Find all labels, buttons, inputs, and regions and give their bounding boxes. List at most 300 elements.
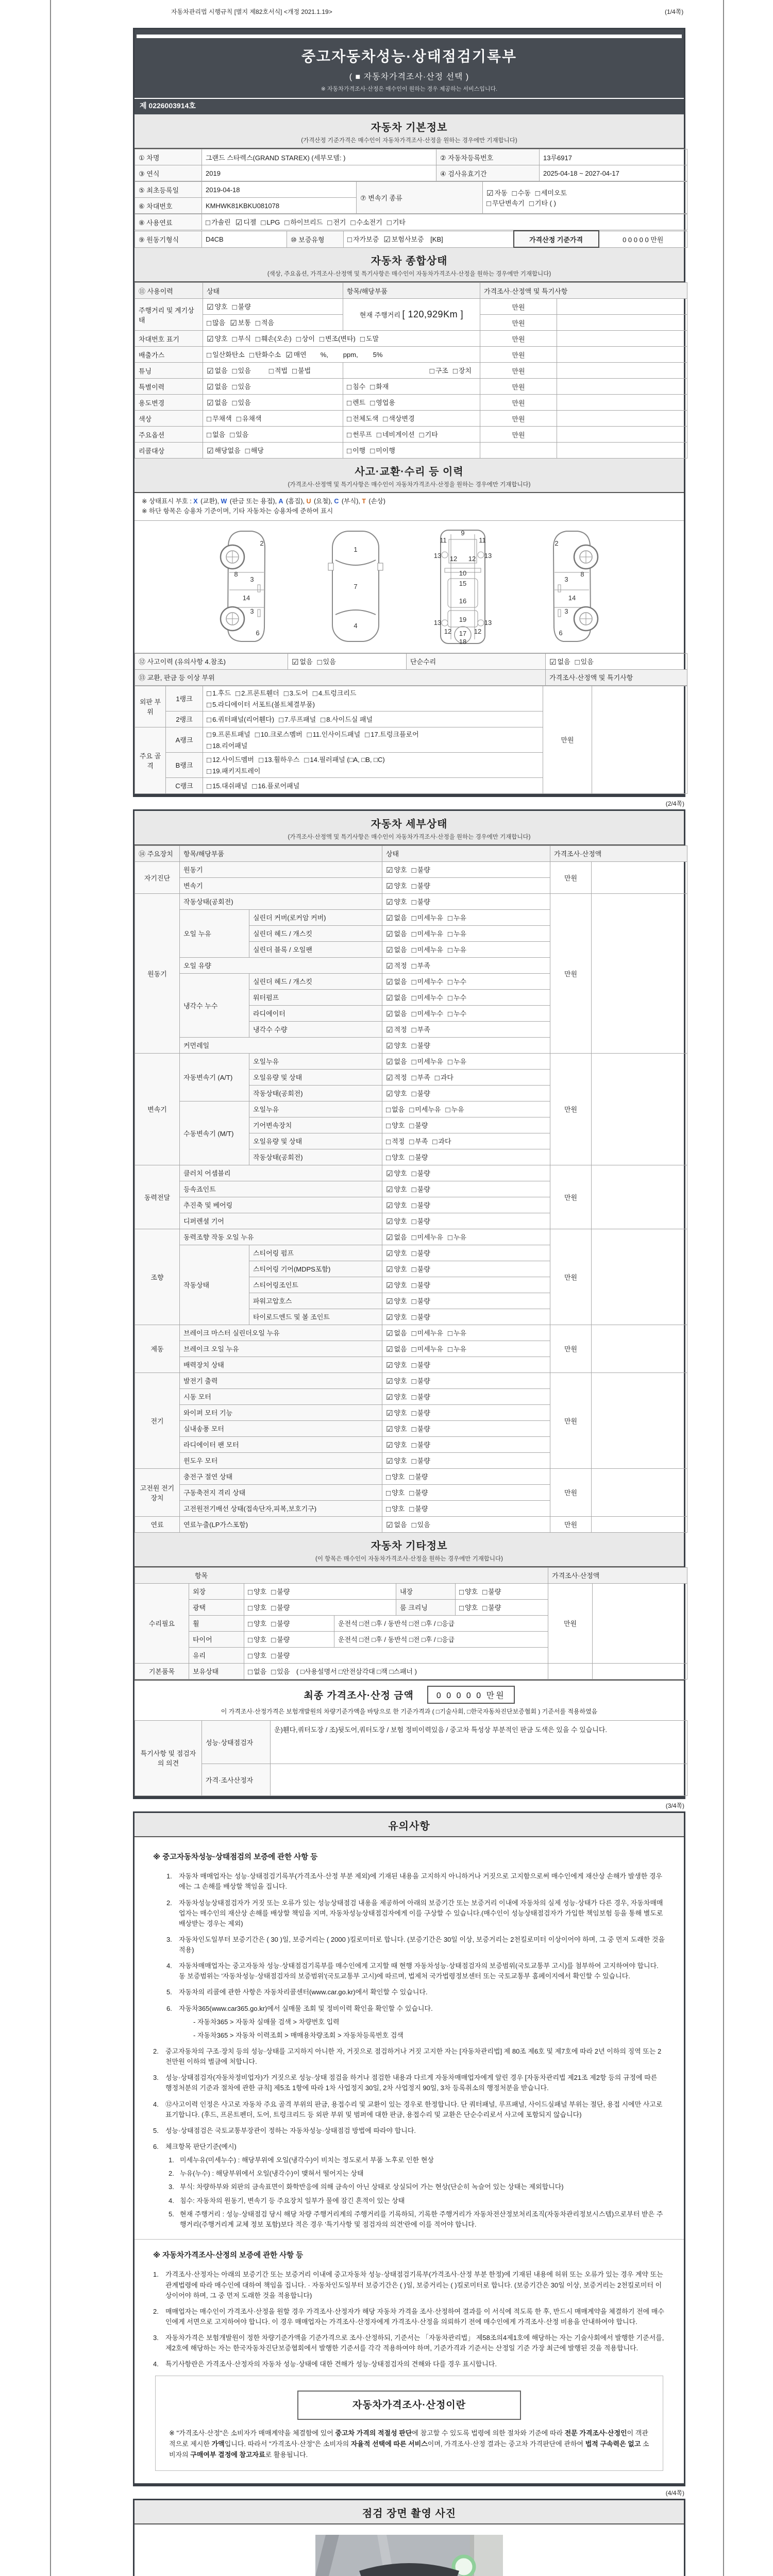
checkbox-option[interactable]: □ 침수 [347, 383, 366, 392]
unchecked-box-icon[interactable]: □ [347, 447, 352, 455]
checkbox-option[interactable]: ☑ 없음 [292, 657, 313, 667]
unchecked-box-icon[interactable]: □ [207, 351, 212, 360]
checked-box-icon[interactable]: ☑ [386, 1217, 393, 1226]
checkbox-option[interactable]: ☑ 없음 [386, 1329, 407, 1338]
checked-box-icon[interactable]: ☑ [386, 1393, 393, 1402]
unchecked-box-icon[interactable]: □ [350, 218, 356, 227]
checked-box-icon[interactable]: ☑ [207, 447, 214, 455]
checkbox-option[interactable]: □ 구조 [429, 367, 448, 376]
unchecked-box-icon[interactable]: □ [321, 715, 326, 724]
unchecked-box-icon[interactable]: □ [232, 303, 237, 312]
checkbox-option[interactable]: □ 탄화수소 [249, 351, 281, 360]
unchecked-box-icon[interactable]: □ [411, 1009, 416, 1019]
unchecked-box-icon[interactable]: □ [370, 447, 375, 455]
checkbox-option[interactable]: □ 이행 [347, 447, 366, 455]
unchecked-box-icon[interactable]: □ [411, 1377, 416, 1386]
checkbox-option[interactable]: □ 미세누수 [411, 1009, 443, 1019]
unchecked-box-icon[interactable]: □ [482, 1603, 488, 1613]
checkbox-option[interactable]: □ 누유 [447, 929, 467, 939]
checkbox-option[interactable]: □ 불량 [411, 1217, 430, 1226]
checkbox-option[interactable]: □ 불량 [271, 1651, 290, 1660]
unchecked-box-icon[interactable]: □ [232, 383, 237, 392]
unchecked-box-icon[interactable]: □ [248, 1667, 253, 1676]
checkbox-option[interactable]: ☑ 양호 [386, 1361, 407, 1370]
checkbox-option[interactable]: ☑ 해당없음 [207, 447, 241, 455]
checkbox-option[interactable]: ☑ 없음 [386, 1057, 407, 1066]
checkbox-option[interactable]: □ 6.쿼터패널(리어휀다) [207, 715, 275, 724]
checkbox-option[interactable]: ☑ 없음 [386, 1520, 407, 1530]
unchecked-box-icon[interactable]: □ [207, 689, 212, 698]
unchecked-box-icon[interactable]: □ [386, 218, 392, 227]
checkbox-option[interactable]: □ 양호 [459, 1603, 478, 1613]
checkbox-option[interactable]: □ 없음 [386, 1105, 405, 1114]
checkbox-option[interactable]: □ 불량 [411, 1297, 430, 1306]
unchecked-box-icon[interactable]: □ [409, 1105, 414, 1114]
checkbox-option[interactable]: □ 불량 [409, 1504, 428, 1514]
unchecked-box-icon[interactable]: □ [411, 1041, 416, 1050]
checkbox-option[interactable]: □ 있음 [232, 367, 251, 376]
unchecked-box-icon[interactable]: □ [386, 1504, 391, 1514]
checkbox-option[interactable]: □ 부족 [411, 1073, 430, 1082]
unchecked-box-icon[interactable]: □ [347, 415, 352, 423]
checkbox-option[interactable]: ☑ 양호 [386, 1297, 407, 1306]
checked-box-icon[interactable]: ☑ [386, 929, 393, 939]
checkbox-option[interactable]: □ 4.트렁크리드 [312, 689, 357, 698]
checkbox-option[interactable]: □ 썬루프 [347, 431, 372, 439]
checked-box-icon[interactable]: ☑ [230, 319, 237, 328]
checked-box-icon[interactable]: ☑ [207, 383, 214, 392]
checkbox-option[interactable]: □ 변조(변타) [319, 335, 356, 344]
unchecked-box-icon[interactable]: □ [411, 945, 416, 955]
unchecked-box-icon[interactable]: □ [249, 351, 254, 360]
checked-box-icon[interactable]: ☑ [386, 1456, 393, 1466]
checkbox-option[interactable]: □ 누유 [447, 945, 467, 955]
checkbox-option[interactable]: ☑ 없음 [386, 993, 407, 1003]
checkbox-option[interactable]: □ 불량 [411, 1377, 430, 1386]
checked-box-icon[interactable]: ☑ [386, 1249, 393, 1258]
unchecked-box-icon[interactable]: □ [230, 431, 235, 439]
checkbox-option[interactable]: □ 불량 [271, 1619, 290, 1629]
checkbox-option[interactable]: □ 누유 [447, 1233, 467, 1242]
checkbox-option[interactable]: □ 불량 [411, 1041, 430, 1050]
unchecked-box-icon[interactable]: □ [304, 755, 309, 765]
unchecked-box-icon[interactable]: □ [206, 218, 211, 227]
unchecked-box-icon[interactable]: □ [232, 335, 237, 344]
checkbox-option[interactable]: ☑ 없음 [207, 367, 228, 376]
unchecked-box-icon[interactable]: □ [447, 945, 452, 955]
checkbox-option[interactable]: □ 누유 [447, 1057, 467, 1066]
checkbox-option[interactable]: □ 미세누유 [411, 1233, 443, 1242]
checkbox-option[interactable]: □ 양호 [248, 1635, 267, 1645]
unchecked-box-icon[interactable]: □ [411, 1345, 416, 1354]
checkbox-option[interactable]: □ 무단변속기 [486, 199, 525, 208]
checkbox-option[interactable]: □ 있음 [230, 431, 249, 439]
unchecked-box-icon[interactable]: □ [258, 755, 263, 765]
unchecked-box-icon[interactable]: □ [347, 399, 352, 408]
unchecked-box-icon[interactable]: □ [411, 977, 416, 987]
checkbox-option[interactable]: □ 가솔린 [206, 218, 231, 227]
unchecked-box-icon[interactable]: □ [447, 929, 452, 939]
checkbox-option[interactable]: □ 네비게이션 [376, 431, 415, 439]
checkbox-option[interactable]: □ 있음 [232, 383, 251, 392]
unchecked-box-icon[interactable]: □ [370, 383, 375, 392]
checkbox-option[interactable]: ☑ 양호 [386, 882, 407, 891]
checkbox-option[interactable]: □ 1.후드 [207, 689, 231, 698]
unchecked-box-icon[interactable]: □ [535, 189, 540, 198]
checkbox-option[interactable]: □ 자가보증 [347, 235, 379, 244]
checkbox-option[interactable]: □ 기타 ( ) [529, 199, 556, 208]
checkbox-option[interactable]: □ 미세누유 [409, 1105, 441, 1114]
checkbox-option[interactable]: □ 불량 [482, 1587, 501, 1597]
checkbox-option[interactable]: ☑ 양호 [386, 866, 407, 875]
unchecked-box-icon[interactable]: □ [411, 1313, 416, 1322]
unchecked-box-icon[interactable]: □ [411, 1361, 416, 1370]
checked-box-icon[interactable]: ☑ [486, 189, 494, 198]
checkbox-option[interactable]: ☑ 양호 [386, 1409, 407, 1418]
checkbox-option[interactable]: □ 기타 [386, 218, 406, 227]
checked-box-icon[interactable]: ☑ [386, 1025, 393, 1035]
unchecked-box-icon[interactable]: □ [411, 1249, 416, 1258]
unchecked-box-icon[interactable]: □ [327, 218, 332, 227]
checked-box-icon[interactable]: ☑ [386, 993, 393, 1003]
unchecked-box-icon[interactable]: □ [248, 1603, 253, 1613]
checkbox-option[interactable]: ☑ 양호 [386, 897, 407, 907]
checkbox-option[interactable]: □ 미세누유 [411, 913, 443, 923]
unchecked-box-icon[interactable]: □ [452, 367, 458, 376]
unchecked-box-icon[interactable]: □ [411, 1169, 416, 1178]
checkbox-option[interactable]: ☑ 적정 [386, 1073, 407, 1082]
checkbox-option[interactable]: □ 불법 [292, 367, 311, 376]
checkbox-option[interactable]: □ 불량 [271, 1635, 290, 1645]
checkbox-option[interactable]: □ 누유 [447, 1345, 467, 1354]
unchecked-box-icon[interactable]: □ [447, 913, 452, 923]
unchecked-box-icon[interactable]: □ [411, 929, 416, 939]
checked-box-icon[interactable]: ☑ [386, 1073, 393, 1082]
checked-box-icon[interactable]: ☑ [207, 367, 214, 376]
checked-box-icon[interactable]: ☑ [386, 1057, 393, 1066]
checkbox-option[interactable]: ☑ 보험사보증 [383, 235, 424, 244]
unchecked-box-icon[interactable]: □ [386, 1105, 391, 1114]
unchecked-box-icon[interactable]: □ [232, 399, 237, 408]
unchecked-box-icon[interactable]: □ [411, 1073, 416, 1082]
unchecked-box-icon[interactable]: □ [411, 1217, 416, 1226]
unchecked-box-icon[interactable]: □ [411, 913, 416, 923]
checkbox-option[interactable]: □ 양호 [386, 1153, 405, 1162]
checkbox-option[interactable]: □ 부족 [411, 1025, 430, 1035]
checked-box-icon[interactable]: ☑ [235, 218, 243, 227]
unchecked-box-icon[interactable]: □ [236, 689, 241, 698]
unchecked-box-icon[interactable]: □ [207, 415, 212, 423]
unchecked-box-icon[interactable]: □ [411, 1201, 416, 1210]
unchecked-box-icon[interactable]: □ [419, 431, 424, 439]
unchecked-box-icon[interactable]: □ [248, 1619, 253, 1629]
unchecked-box-icon[interactable]: □ [271, 1619, 276, 1629]
checkbox-option[interactable]: □ 없음 [207, 431, 226, 439]
unchecked-box-icon[interactable]: □ [360, 335, 365, 344]
unchecked-box-icon[interactable]: □ [296, 335, 301, 344]
unchecked-box-icon[interactable]: □ [411, 1520, 416, 1530]
unchecked-box-icon[interactable]: □ [529, 199, 534, 208]
unchecked-box-icon[interactable]: □ [447, 977, 452, 987]
checked-box-icon[interactable]: ☑ [386, 1265, 393, 1274]
checkbox-option[interactable]: □ 불량 [411, 1313, 430, 1322]
checkbox-option[interactable]: ☑ 자동 [486, 189, 508, 198]
checkbox-option[interactable]: □ 적법 [268, 367, 288, 376]
checkbox-option[interactable]: □ 2.프론트휀더 [236, 689, 279, 698]
checkbox-option[interactable]: □ 미세누유 [411, 1329, 443, 1338]
checked-box-icon[interactable]: ☑ [386, 1377, 393, 1386]
checked-box-icon[interactable]: ☑ [386, 1440, 393, 1450]
unchecked-box-icon[interactable]: □ [386, 1488, 391, 1498]
unchecked-box-icon[interactable]: □ [447, 1233, 452, 1242]
checkbox-option[interactable]: □ 전기 [327, 218, 346, 227]
checkbox-option[interactable]: □ 화재 [370, 383, 389, 392]
checkbox-option[interactable]: □ 훼손(오손) [255, 335, 292, 344]
checkbox-option[interactable]: □ 8.사이드실 패널 [321, 715, 373, 724]
unchecked-box-icon[interactable]: □ [207, 319, 212, 328]
checkbox-option[interactable]: □ 14.필러패널 (□A, □B, □C) [304, 755, 385, 765]
checkbox-option[interactable]: ☑ 없음 [386, 913, 407, 923]
unchecked-box-icon[interactable]: □ [411, 1409, 416, 1418]
unchecked-box-icon[interactable]: □ [207, 741, 212, 751]
checkbox-option[interactable]: □ 많음 [207, 319, 226, 328]
unchecked-box-icon[interactable]: □ [411, 961, 416, 971]
unchecked-box-icon[interactable]: □ [411, 1057, 416, 1066]
unchecked-box-icon[interactable]: □ [409, 1153, 414, 1162]
checked-box-icon[interactable]: ☑ [386, 897, 393, 907]
checkbox-option[interactable]: □ 미이행 [370, 447, 395, 455]
checked-box-icon[interactable]: ☑ [292, 657, 299, 667]
unchecked-box-icon[interactable]: □ [411, 1185, 416, 1194]
checkbox-option[interactable]: □ 양호 [248, 1603, 267, 1613]
checkbox-option[interactable]: □ 해당 [245, 447, 264, 455]
unchecked-box-icon[interactable]: □ [271, 1603, 276, 1613]
checked-box-icon[interactable]: ☑ [386, 1409, 393, 1418]
unchecked-box-icon[interactable]: □ [307, 730, 312, 739]
unchecked-box-icon[interactable]: □ [386, 1153, 391, 1162]
unchecked-box-icon[interactable]: □ [283, 689, 289, 698]
checked-box-icon[interactable]: ☑ [386, 1089, 393, 1098]
checked-box-icon[interactable]: ☑ [386, 1329, 393, 1338]
checkbox-option[interactable]: □ 불량 [409, 1121, 428, 1130]
checkbox-option[interactable]: □ 미세누수 [411, 993, 443, 1003]
checkbox-option[interactable]: □ 있음 [271, 1667, 290, 1676]
checkbox-option[interactable]: □ 양호 [386, 1121, 405, 1130]
checked-box-icon[interactable]: ☑ [285, 351, 293, 360]
checkbox-option[interactable]: □ 렌트 [347, 399, 366, 408]
unchecked-box-icon[interactable]: □ [383, 415, 388, 423]
checkbox-option[interactable]: □ 무채색 [207, 415, 232, 423]
checked-box-icon[interactable]: ☑ [386, 1361, 393, 1370]
unchecked-box-icon[interactable]: □ [411, 1329, 416, 1338]
checkbox-option[interactable]: □ 부식 [232, 335, 251, 344]
checkbox-option[interactable]: □ 11.인사이드패널 [307, 730, 361, 739]
unchecked-box-icon[interactable]: □ [207, 767, 212, 776]
unchecked-box-icon[interactable]: □ [411, 866, 416, 875]
unchecked-box-icon[interactable]: □ [512, 189, 517, 198]
unchecked-box-icon[interactable]: □ [411, 1265, 416, 1274]
unchecked-box-icon[interactable]: □ [207, 755, 212, 765]
checked-box-icon[interactable]: ☑ [386, 1169, 393, 1178]
unchecked-box-icon[interactable]: □ [411, 1393, 416, 1402]
checkbox-option[interactable]: □ 있음 [575, 657, 594, 667]
checkbox-option[interactable]: □ 불량 [411, 1265, 430, 1274]
checkbox-option[interactable]: □ 상이 [296, 335, 315, 344]
checkbox-option[interactable]: ☑ 양호 [386, 1169, 407, 1178]
checkbox-option[interactable]: ☑ 양호 [207, 335, 228, 344]
checkbox-option[interactable]: ☑ 양호 [386, 1249, 407, 1258]
checkbox-option[interactable]: □ 13.휠하우스 [258, 755, 300, 765]
checkbox-option[interactable]: □ 불량 [411, 1281, 430, 1290]
checkbox-option[interactable]: ☑ 양호 [386, 1377, 407, 1386]
checkbox-option[interactable]: □ 누유 [445, 1105, 464, 1114]
unchecked-box-icon[interactable]: □ [486, 199, 492, 208]
checkbox-option[interactable]: □ 3.도어 [283, 689, 308, 698]
checked-box-icon[interactable]: ☑ [207, 335, 214, 344]
unchecked-box-icon[interactable]: □ [411, 1297, 416, 1306]
checkbox-option[interactable]: ☑ 없음 [386, 977, 407, 987]
checked-box-icon[interactable]: ☑ [386, 1009, 393, 1019]
checkbox-option[interactable]: □ 부족 [409, 1137, 428, 1146]
checkbox-option[interactable]: ☑ 보통 [230, 319, 251, 328]
checkbox-option[interactable]: □ 불량 [271, 1587, 290, 1597]
checkbox-option[interactable]: □ 누유 [447, 1329, 467, 1338]
checkbox-option[interactable]: □ 불량 [409, 1488, 428, 1498]
checkbox-option[interactable]: □ 미세누유 [411, 945, 443, 955]
checkbox-option[interactable]: □ 불량 [232, 303, 251, 312]
checkbox-option[interactable]: □ 미세누수 [411, 977, 443, 987]
unchecked-box-icon[interactable]: □ [447, 993, 452, 1003]
checkbox-option[interactable]: □ 있음 [232, 399, 251, 408]
checkbox-option[interactable]: ☑ 없음 [386, 1009, 407, 1019]
checked-box-icon[interactable]: ☑ [386, 913, 393, 923]
checkbox-option[interactable]: ☑ 적정 [386, 961, 407, 971]
checkbox-option[interactable]: ☑ 없음 [549, 657, 570, 667]
checkbox-option[interactable]: □ 없음 [248, 1667, 267, 1676]
unchecked-box-icon[interactable]: □ [248, 1587, 253, 1597]
unchecked-box-icon[interactable]: □ [447, 1009, 452, 1019]
unchecked-box-icon[interactable]: □ [411, 1440, 416, 1450]
unchecked-box-icon[interactable]: □ [459, 1587, 464, 1597]
unchecked-box-icon[interactable]: □ [429, 367, 434, 376]
checkbox-option[interactable]: □ 과다 [434, 1073, 453, 1082]
checkbox-option[interactable]: □ 불량 [411, 1169, 430, 1178]
checkbox-option[interactable]: □ 있음 [317, 657, 336, 667]
unchecked-box-icon[interactable]: □ [347, 235, 352, 244]
checkbox-option[interactable]: □ 과다 [432, 1137, 451, 1146]
checked-box-icon[interactable]: ☑ [386, 1425, 393, 1434]
checkbox-option[interactable]: ☑ 없음 [386, 945, 407, 955]
unchecked-box-icon[interactable]: □ [365, 730, 370, 739]
unchecked-box-icon[interactable]: □ [411, 1425, 416, 1434]
checkbox-option[interactable]: □ 적음 [255, 319, 274, 328]
checkbox-option[interactable]: □ 전체도색 [347, 415, 379, 423]
checkbox-option[interactable]: □ 수동 [512, 189, 531, 198]
unchecked-box-icon[interactable]: □ [255, 319, 260, 328]
unchecked-box-icon[interactable]: □ [268, 367, 274, 376]
unchecked-box-icon[interactable]: □ [376, 431, 381, 439]
checkbox-option[interactable]: □ 10.크로스멤버 [255, 730, 303, 739]
unchecked-box-icon[interactable]: □ [447, 1329, 452, 1338]
checkbox-option[interactable]: ☑ 없음 [207, 399, 228, 408]
unchecked-box-icon[interactable]: □ [319, 335, 324, 344]
checkbox-option[interactable]: □ 색상변경 [383, 415, 415, 423]
unchecked-box-icon[interactable]: □ [271, 1587, 276, 1597]
checkbox-option[interactable]: □ 5.라디에이터 서포트(볼트체결부품) [207, 700, 315, 709]
checkbox-option[interactable]: □ 미세누유 [411, 1057, 443, 1066]
checkbox-option[interactable]: □ 불량 [411, 1185, 430, 1194]
checkbox-option[interactable]: □ 불량 [411, 1361, 430, 1370]
checkbox-option[interactable]: □ LPG [261, 218, 280, 227]
unchecked-box-icon[interactable]: □ [261, 218, 266, 227]
unchecked-box-icon[interactable]: □ [207, 431, 212, 439]
unchecked-box-icon[interactable]: □ [271, 1667, 276, 1676]
unchecked-box-icon[interactable]: □ [411, 1233, 416, 1242]
unchecked-box-icon[interactable]: □ [409, 1121, 414, 1130]
unchecked-box-icon[interactable]: □ [317, 657, 322, 667]
unchecked-box-icon[interactable]: □ [409, 1488, 414, 1498]
checked-box-icon[interactable]: ☑ [386, 945, 393, 955]
checkbox-option[interactable]: ☑ 없음 [386, 1345, 407, 1354]
checked-box-icon[interactable]: ☑ [386, 1201, 393, 1210]
unchecked-box-icon[interactable]: □ [411, 1089, 416, 1098]
checkbox-option[interactable]: □ 양호 [386, 1504, 405, 1514]
unchecked-box-icon[interactable]: □ [248, 1651, 253, 1660]
checkbox-option[interactable]: □ 미세누유 [411, 929, 443, 939]
checkbox-option[interactable]: ☑ 양호 [386, 1313, 407, 1322]
unchecked-box-icon[interactable]: □ [445, 1105, 450, 1114]
unchecked-box-icon[interactable]: □ [411, 1281, 416, 1290]
unchecked-box-icon[interactable]: □ [232, 367, 237, 376]
checkbox-option[interactable]: □ 양호 [386, 1472, 405, 1482]
unchecked-box-icon[interactable]: □ [409, 1504, 414, 1514]
checkbox-option[interactable]: □ 영업용 [370, 399, 395, 408]
checkbox-option[interactable]: □ 불량 [411, 1440, 430, 1450]
unchecked-box-icon[interactable]: □ [292, 367, 297, 376]
checkbox-option[interactable]: □ 누수 [447, 977, 467, 987]
unchecked-box-icon[interactable]: □ [411, 993, 416, 1003]
checked-box-icon[interactable]: ☑ [386, 1185, 393, 1194]
checkbox-option[interactable]: ☑ 양호 [386, 1185, 407, 1194]
checkbox-option[interactable]: □ 부족 [411, 961, 430, 971]
checked-box-icon[interactable]: ☑ [386, 1281, 393, 1290]
checkbox-option[interactable]: □ 누수 [447, 1009, 467, 1019]
unchecked-box-icon[interactable]: □ [411, 897, 416, 907]
checkbox-option[interactable]: □ 양호 [459, 1587, 478, 1597]
checkbox-option[interactable]: □ 누수 [447, 993, 467, 1003]
checkbox-option[interactable]: □ 불량 [409, 1153, 428, 1162]
unchecked-box-icon[interactable]: □ [207, 782, 212, 791]
unchecked-box-icon[interactable]: □ [207, 700, 212, 709]
checkbox-option[interactable]: □ 있음 [411, 1520, 430, 1530]
checked-box-icon[interactable]: ☑ [207, 303, 214, 312]
checkbox-option[interactable]: □ 불량 [411, 1409, 430, 1418]
checked-box-icon[interactable]: ☑ [386, 1041, 393, 1050]
unchecked-box-icon[interactable]: □ [271, 1651, 276, 1660]
checkbox-option[interactable]: ☑ 디젤 [235, 218, 257, 227]
checkbox-option[interactable]: □ 미세누유 [411, 1345, 443, 1354]
checked-box-icon[interactable]: ☑ [386, 961, 393, 971]
checked-box-icon[interactable]: ☑ [386, 866, 393, 875]
checkbox-option[interactable]: □ 19.패키지트레이 [207, 767, 261, 776]
checkbox-option[interactable]: □ 유채색 [236, 415, 262, 423]
checked-box-icon[interactable]: ☑ [549, 657, 557, 667]
checked-box-icon[interactable]: ☑ [386, 1345, 393, 1354]
unchecked-box-icon[interactable]: □ [411, 882, 416, 891]
unchecked-box-icon[interactable]: □ [245, 447, 250, 455]
checkbox-option[interactable]: □ 15.대쉬패널 [207, 782, 248, 791]
unchecked-box-icon[interactable]: □ [411, 1456, 416, 1466]
